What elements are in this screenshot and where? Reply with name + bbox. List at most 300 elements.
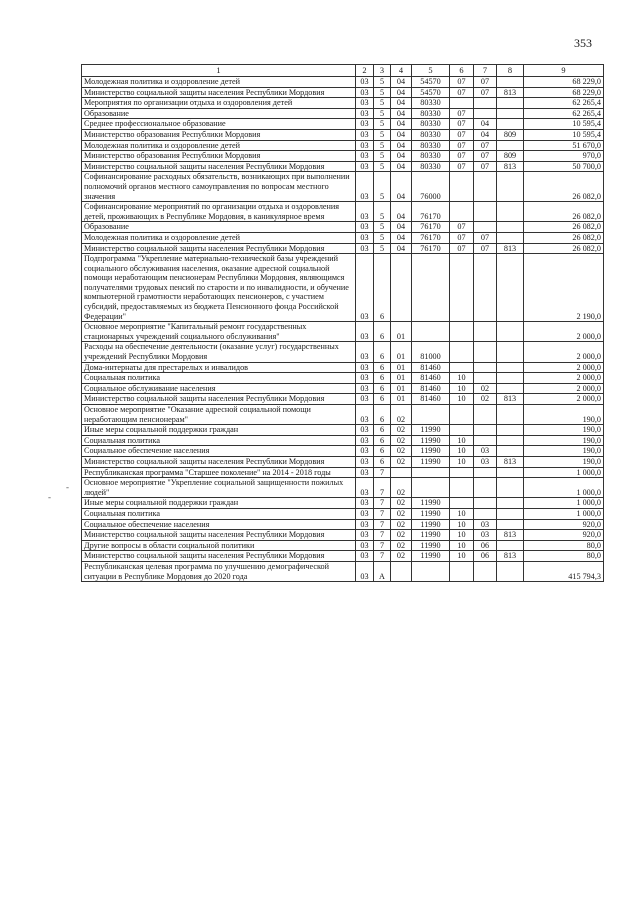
- row-code-cell: 02: [474, 383, 497, 394]
- row-code-cell: 07: [474, 151, 497, 162]
- row-code-cell: 03: [356, 243, 374, 254]
- row-code-cell: 813: [497, 530, 524, 541]
- table-row: [82, 508, 604, 519]
- row-code-cell: [497, 342, 524, 362]
- row-code-cell: [474, 362, 497, 373]
- row-code-cell: 80330: [412, 151, 450, 162]
- row-code-cell: 10: [450, 530, 474, 541]
- row-code-cell: 5: [374, 222, 391, 233]
- row-code-cell: 11990: [412, 425, 450, 436]
- row-code-cell: [497, 467, 524, 478]
- row-name-cell: Социальная политика: [82, 373, 356, 384]
- table-row: [82, 119, 604, 130]
- row-amount-cell: 50 700,0: [524, 161, 604, 172]
- row-code-cell: [450, 98, 474, 109]
- row-code-cell: 03: [356, 254, 374, 322]
- row-code-cell: 81460: [412, 362, 450, 373]
- row-code-cell: 03: [356, 108, 374, 119]
- row-code-cell: 813: [497, 161, 524, 172]
- row-code-cell: [391, 254, 412, 322]
- row-code-cell: 03: [356, 232, 374, 243]
- row-code-cell: 04: [391, 77, 412, 88]
- table-row: [82, 467, 604, 478]
- row-code-cell: [497, 383, 524, 394]
- row-code-cell: 07: [450, 119, 474, 130]
- row-code-cell: 7: [374, 478, 391, 498]
- row-name-cell: Министерство социальной защиты населения Республики Мордовия: [82, 87, 356, 98]
- row-code-cell: 5: [374, 202, 391, 222]
- page-number: 353: [574, 36, 592, 50]
- row-name-cell: Основное мероприятие "Оказание адресной социальной помощи неработающим пенсионерам": [82, 405, 356, 425]
- row-code-cell: 6: [374, 446, 391, 457]
- row-amount-cell: 190,0: [524, 446, 604, 457]
- row-name-cell: Дома-интернаты для престарелых и инвалидов: [82, 362, 356, 373]
- row-code-cell: 03: [356, 151, 374, 162]
- row-code-cell: [474, 373, 497, 384]
- row-code-cell: 6: [374, 456, 391, 467]
- row-code-cell: 03: [356, 322, 374, 342]
- row-amount-cell: 920,0: [524, 519, 604, 530]
- row-code-cell: 11990: [412, 456, 450, 467]
- row-code-cell: [450, 561, 474, 581]
- row-code-cell: 02: [391, 540, 412, 551]
- row-code-cell: [450, 425, 474, 436]
- row-code-cell: [497, 425, 524, 436]
- row-code-cell: 03: [356, 222, 374, 233]
- row-code-cell: 04: [391, 119, 412, 130]
- row-code-cell: 03: [356, 530, 374, 541]
- row-code-cell: [497, 435, 524, 446]
- row-code-cell: 03: [356, 394, 374, 405]
- row-code-cell: 04: [391, 161, 412, 172]
- row-code-cell: [450, 362, 474, 373]
- row-code-cell: 6: [374, 342, 391, 362]
- row-code-cell: 11990: [412, 519, 450, 530]
- row-code-cell: [497, 478, 524, 498]
- row-code-cell: 81460: [412, 373, 450, 384]
- row-code-cell: [497, 373, 524, 384]
- row-amount-cell: 68 229,0: [524, 77, 604, 88]
- row-code-cell: 5: [374, 161, 391, 172]
- row-code-cell: [497, 561, 524, 581]
- row-code-cell: 80330: [412, 119, 450, 130]
- row-code-cell: 02: [474, 394, 497, 405]
- row-code-cell: 03: [356, 478, 374, 498]
- row-name-cell: Образование: [82, 108, 356, 119]
- row-amount-cell: 10 595,4: [524, 119, 604, 130]
- row-code-cell: 03: [474, 530, 497, 541]
- row-code-cell: 03: [356, 362, 374, 373]
- row-code-cell: [497, 519, 524, 530]
- row-code-cell: [497, 222, 524, 233]
- row-code-cell: 5: [374, 129, 391, 140]
- header-cell: 9: [524, 65, 604, 77]
- row-name-cell: Министерство образования Республики Мордовия: [82, 129, 356, 140]
- row-code-cell: [412, 405, 450, 425]
- row-code-cell: 02: [391, 508, 412, 519]
- row-code-cell: 03: [356, 508, 374, 519]
- table-row: [82, 98, 604, 109]
- row-code-cell: 6: [374, 425, 391, 436]
- row-amount-cell: 1 000,0: [524, 467, 604, 478]
- row-amount-cell: 2 000,0: [524, 322, 604, 342]
- row-code-cell: [497, 254, 524, 322]
- table-row: [82, 394, 604, 405]
- row-code-cell: 5: [374, 77, 391, 88]
- row-name-cell: Министерство социальной защиты населения Республики Мордовия: [82, 551, 356, 562]
- row-code-cell: 7: [374, 519, 391, 530]
- header-cell: 2: [356, 65, 374, 77]
- row-code-cell: [497, 540, 524, 551]
- row-code-cell: 07: [474, 140, 497, 151]
- row-name-cell: Молодежная политика и оздоровление детей: [82, 232, 356, 243]
- row-code-cell: 11990: [412, 551, 450, 562]
- row-code-cell: 7: [374, 498, 391, 509]
- row-name-cell: Министерство образования Республики Мордовия: [82, 151, 356, 162]
- row-code-cell: [450, 202, 474, 222]
- row-code-cell: 7: [374, 551, 391, 562]
- row-code-cell: [497, 446, 524, 457]
- row-code-cell: 07: [474, 243, 497, 254]
- table-row: [82, 87, 604, 98]
- row-code-cell: 07: [450, 87, 474, 98]
- row-name-cell: Социальное обеспечение населения: [82, 519, 356, 530]
- row-amount-cell: 190,0: [524, 435, 604, 446]
- row-code-cell: 813: [497, 551, 524, 562]
- row-amount-cell: 62 265,4: [524, 108, 604, 119]
- row-amount-cell: 26 082,0: [524, 202, 604, 222]
- row-code-cell: 6: [374, 322, 391, 342]
- row-code-cell: [497, 405, 524, 425]
- row-code-cell: 07: [450, 108, 474, 119]
- row-code-cell: 03: [356, 342, 374, 362]
- row-name-cell: Софинансирование мероприятий по организации отдыха и оздоровления детей, проживающих в Республике Мордовия, в каникулярное время: [82, 202, 356, 222]
- row-code-cell: [474, 425, 497, 436]
- row-code-cell: 10: [450, 394, 474, 405]
- row-code-cell: 5: [374, 119, 391, 130]
- row-code-cell: [412, 322, 450, 342]
- row-code-cell: 10: [450, 508, 474, 519]
- row-code-cell: 02: [391, 478, 412, 498]
- row-code-cell: 02: [391, 405, 412, 425]
- row-amount-cell: 415 794,3: [524, 561, 604, 581]
- row-code-cell: 01: [391, 383, 412, 394]
- row-code-cell: 07: [450, 222, 474, 233]
- row-code-cell: [412, 561, 450, 581]
- table-row: [82, 498, 604, 509]
- row-code-cell: [497, 77, 524, 88]
- row-code-cell: [450, 322, 474, 342]
- table-row: [82, 254, 604, 322]
- row-code-cell: [474, 435, 497, 446]
- row-code-cell: 5: [374, 98, 391, 109]
- row-code-cell: 07: [450, 161, 474, 172]
- row-code-cell: 11990: [412, 435, 450, 446]
- row-code-cell: А: [374, 561, 391, 581]
- row-amount-cell: 2 000,0: [524, 383, 604, 394]
- row-code-cell: 813: [497, 87, 524, 98]
- table-row: [82, 405, 604, 425]
- row-code-cell: 80330: [412, 129, 450, 140]
- row-amount-cell: 190,0: [524, 425, 604, 436]
- row-code-cell: [450, 498, 474, 509]
- table-row: [82, 561, 604, 581]
- row-code-cell: 81460: [412, 383, 450, 394]
- row-code-cell: 5: [374, 87, 391, 98]
- row-code-cell: 07: [450, 151, 474, 162]
- row-amount-cell: 2 000,0: [524, 373, 604, 384]
- row-code-cell: 04: [391, 98, 412, 109]
- row-code-cell: 04: [391, 243, 412, 254]
- row-code-cell: 03: [356, 98, 374, 109]
- row-code-cell: [474, 108, 497, 119]
- row-code-cell: [450, 254, 474, 322]
- row-code-cell: [450, 478, 474, 498]
- row-code-cell: [474, 322, 497, 342]
- row-code-cell: [474, 467, 497, 478]
- table-header-row: [82, 65, 604, 77]
- row-code-cell: 02: [391, 519, 412, 530]
- row-code-cell: 76170: [412, 243, 450, 254]
- row-code-cell: 01: [391, 322, 412, 342]
- row-code-cell: 01: [391, 342, 412, 362]
- row-code-cell: [412, 467, 450, 478]
- table-row: [82, 342, 604, 362]
- row-code-cell: 80330: [412, 140, 450, 151]
- row-code-cell: 03: [356, 373, 374, 384]
- row-amount-cell: 2 000,0: [524, 342, 604, 362]
- row-code-cell: 01: [391, 362, 412, 373]
- row-code-cell: [412, 478, 450, 498]
- row-name-cell: Иные меры социальной поддержки граждан: [82, 498, 356, 509]
- row-name-cell: Министерство социальной защиты населения Республики Мордовия: [82, 394, 356, 405]
- row-amount-cell: 920,0: [524, 530, 604, 541]
- row-code-cell: 02: [391, 456, 412, 467]
- row-code-cell: 06: [474, 540, 497, 551]
- row-code-cell: 10: [450, 456, 474, 467]
- row-code-cell: 03: [356, 551, 374, 562]
- row-code-cell: 04: [474, 119, 497, 130]
- row-code-cell: 813: [497, 456, 524, 467]
- row-code-cell: 54570: [412, 77, 450, 88]
- table-row: [82, 232, 604, 243]
- row-code-cell: 06: [474, 551, 497, 562]
- row-amount-cell: 10 595,4: [524, 129, 604, 140]
- row-amount-cell: 51 670,0: [524, 140, 604, 151]
- row-name-cell: Молодежная политика и оздоровление детей: [82, 77, 356, 88]
- row-code-cell: [474, 342, 497, 362]
- row-code-cell: 6: [374, 435, 391, 446]
- table-row: [82, 530, 604, 541]
- table-row: [82, 108, 604, 119]
- row-amount-cell: 26 082,0: [524, 172, 604, 202]
- row-code-cell: [497, 140, 524, 151]
- row-amount-cell: 26 082,0: [524, 222, 604, 233]
- row-amount-cell: 1 000,0: [524, 478, 604, 498]
- row-code-cell: 03: [356, 446, 374, 457]
- row-code-cell: 02: [391, 551, 412, 562]
- row-code-cell: 07: [474, 77, 497, 88]
- row-code-cell: 809: [497, 129, 524, 140]
- row-code-cell: 76170: [412, 202, 450, 222]
- row-amount-cell: 62 265,4: [524, 98, 604, 109]
- row-amount-cell: 190,0: [524, 456, 604, 467]
- row-code-cell: 03: [356, 467, 374, 478]
- row-code-cell: 813: [497, 394, 524, 405]
- row-code-cell: [474, 254, 497, 322]
- row-code-cell: [450, 172, 474, 202]
- row-code-cell: 03: [356, 405, 374, 425]
- row-code-cell: [474, 508, 497, 519]
- row-code-cell: 80330: [412, 108, 450, 119]
- row-code-cell: 03: [356, 87, 374, 98]
- row-code-cell: [474, 478, 497, 498]
- row-code-cell: 02: [391, 498, 412, 509]
- row-code-cell: 04: [391, 172, 412, 202]
- row-code-cell: 80330: [412, 98, 450, 109]
- row-code-cell: 10: [450, 383, 474, 394]
- row-code-cell: 10: [450, 446, 474, 457]
- row-code-cell: 5: [374, 151, 391, 162]
- row-code-cell: [497, 508, 524, 519]
- table-row: [82, 435, 604, 446]
- row-name-cell: Молодежная политика и оздоровление детей: [82, 140, 356, 151]
- row-amount-cell: 2 000,0: [524, 362, 604, 373]
- row-code-cell: 5: [374, 108, 391, 119]
- row-code-cell: 03: [474, 519, 497, 530]
- row-code-cell: 809: [497, 151, 524, 162]
- row-name-cell: Социальная политика: [82, 435, 356, 446]
- table-row: [82, 540, 604, 551]
- row-code-cell: 02: [391, 530, 412, 541]
- row-code-cell: 03: [356, 561, 374, 581]
- row-name-cell: Республиканская программа "Старшее поколение" на 2014 - 2018 годы: [82, 467, 356, 478]
- row-code-cell: 07: [474, 232, 497, 243]
- row-code-cell: 11990: [412, 508, 450, 519]
- row-code-cell: 07: [450, 129, 474, 140]
- header-cell: 7: [474, 65, 497, 77]
- row-code-cell: [497, 322, 524, 342]
- row-name-cell: Основное мероприятие "Капитальный ремонт государственных стационарных учреждений социального обслуживания": [82, 322, 356, 342]
- row-code-cell: 02: [391, 446, 412, 457]
- row-code-cell: 7: [374, 467, 391, 478]
- row-code-cell: 07: [474, 161, 497, 172]
- row-code-cell: 03: [356, 140, 374, 151]
- table-row: [82, 243, 604, 254]
- row-code-cell: [497, 172, 524, 202]
- row-code-cell: 03: [356, 77, 374, 88]
- row-code-cell: 04: [391, 222, 412, 233]
- row-name-cell: Образование: [82, 222, 356, 233]
- row-code-cell: 03: [356, 129, 374, 140]
- row-amount-cell: 970,0: [524, 151, 604, 162]
- table-row: [82, 172, 604, 202]
- row-code-cell: 7: [374, 508, 391, 519]
- row-code-cell: 11990: [412, 498, 450, 509]
- row-code-cell: [391, 467, 412, 478]
- row-name-cell: Другие вопросы в области социальной политики: [82, 540, 356, 551]
- margin-mark: -: [48, 492, 51, 502]
- row-code-cell: 03: [474, 446, 497, 457]
- row-code-cell: [497, 202, 524, 222]
- row-code-cell: 04: [391, 151, 412, 162]
- row-code-cell: 6: [374, 373, 391, 384]
- row-code-cell: [391, 561, 412, 581]
- row-code-cell: 03: [356, 540, 374, 551]
- row-code-cell: 5: [374, 243, 391, 254]
- row-code-cell: 80330: [412, 161, 450, 172]
- row-code-cell: 11990: [412, 540, 450, 551]
- row-code-cell: 03: [356, 519, 374, 530]
- row-code-cell: 04: [474, 129, 497, 140]
- row-code-cell: 6: [374, 394, 391, 405]
- row-amount-cell: 190,0: [524, 405, 604, 425]
- row-code-cell: [497, 119, 524, 130]
- row-code-cell: 07: [450, 77, 474, 88]
- header-cell: 6: [450, 65, 474, 77]
- row-name-cell: Социальное обслуживание населения: [82, 383, 356, 394]
- header-cell: 5: [412, 65, 450, 77]
- row-code-cell: 03: [474, 456, 497, 467]
- header-cell: 1: [82, 65, 356, 77]
- row-name-cell: Расходы на обеспечение деятельности (оказание услуг) государственных учреждений Республики Мордовия: [82, 342, 356, 362]
- table-row: [82, 322, 604, 342]
- row-amount-cell: 80,0: [524, 551, 604, 562]
- row-code-cell: [474, 98, 497, 109]
- row-code-cell: [474, 498, 497, 509]
- table-row: [82, 129, 604, 140]
- table-row: [82, 202, 604, 222]
- row-code-cell: 81000: [412, 342, 450, 362]
- header-cell: 3: [374, 65, 391, 77]
- row-code-cell: 10: [450, 551, 474, 562]
- row-name-cell: Подпрограмма "Укрепление материально-технической базы учреждений социального обслуживания населения, оказание адресной социальной помощи неработающим пенсионерам Республики Мордовия, являющимся получателями трудовых пенсий по старости и по инвалидности, и обучение компьютерной грамотности неработающих пенсионеров, с участием субсидий, предоставляемых из бюджета Пенсионного фонда Российской Федерации": [82, 254, 356, 322]
- row-code-cell: 03: [356, 425, 374, 436]
- row-code-cell: [497, 98, 524, 109]
- row-code-cell: 10: [450, 540, 474, 551]
- row-code-cell: 04: [391, 140, 412, 151]
- row-code-cell: 02: [391, 435, 412, 446]
- row-code-cell: 76000: [412, 172, 450, 202]
- row-code-cell: 07: [450, 232, 474, 243]
- row-name-cell: Министерство социальной защиты населения Республики Мордовия: [82, 530, 356, 541]
- row-code-cell: [474, 172, 497, 202]
- table-row: [82, 151, 604, 162]
- row-code-cell: 07: [450, 140, 474, 151]
- row-code-cell: [497, 498, 524, 509]
- row-code-cell: 03: [356, 202, 374, 222]
- budget-table: [81, 64, 604, 582]
- row-code-cell: 5: [374, 140, 391, 151]
- margin-mark: -: [66, 482, 69, 492]
- row-code-cell: 04: [391, 129, 412, 140]
- row-name-cell: Социальное обеспечение населения: [82, 446, 356, 457]
- header-cell: 8: [497, 65, 524, 77]
- row-code-cell: 03: [356, 435, 374, 446]
- table-row: [82, 425, 604, 436]
- row-code-cell: 6: [374, 362, 391, 373]
- table-row: [82, 478, 604, 498]
- row-code-cell: 10: [450, 435, 474, 446]
- row-code-cell: 03: [356, 161, 374, 172]
- row-code-cell: 03: [356, 456, 374, 467]
- table-row: [82, 446, 604, 457]
- row-code-cell: 54570: [412, 87, 450, 98]
- row-amount-cell: 80,0: [524, 540, 604, 551]
- row-name-cell: Министерство социальной защиты населения Республики Мордовия: [82, 161, 356, 172]
- row-code-cell: 813: [497, 243, 524, 254]
- row-code-cell: 10: [450, 373, 474, 384]
